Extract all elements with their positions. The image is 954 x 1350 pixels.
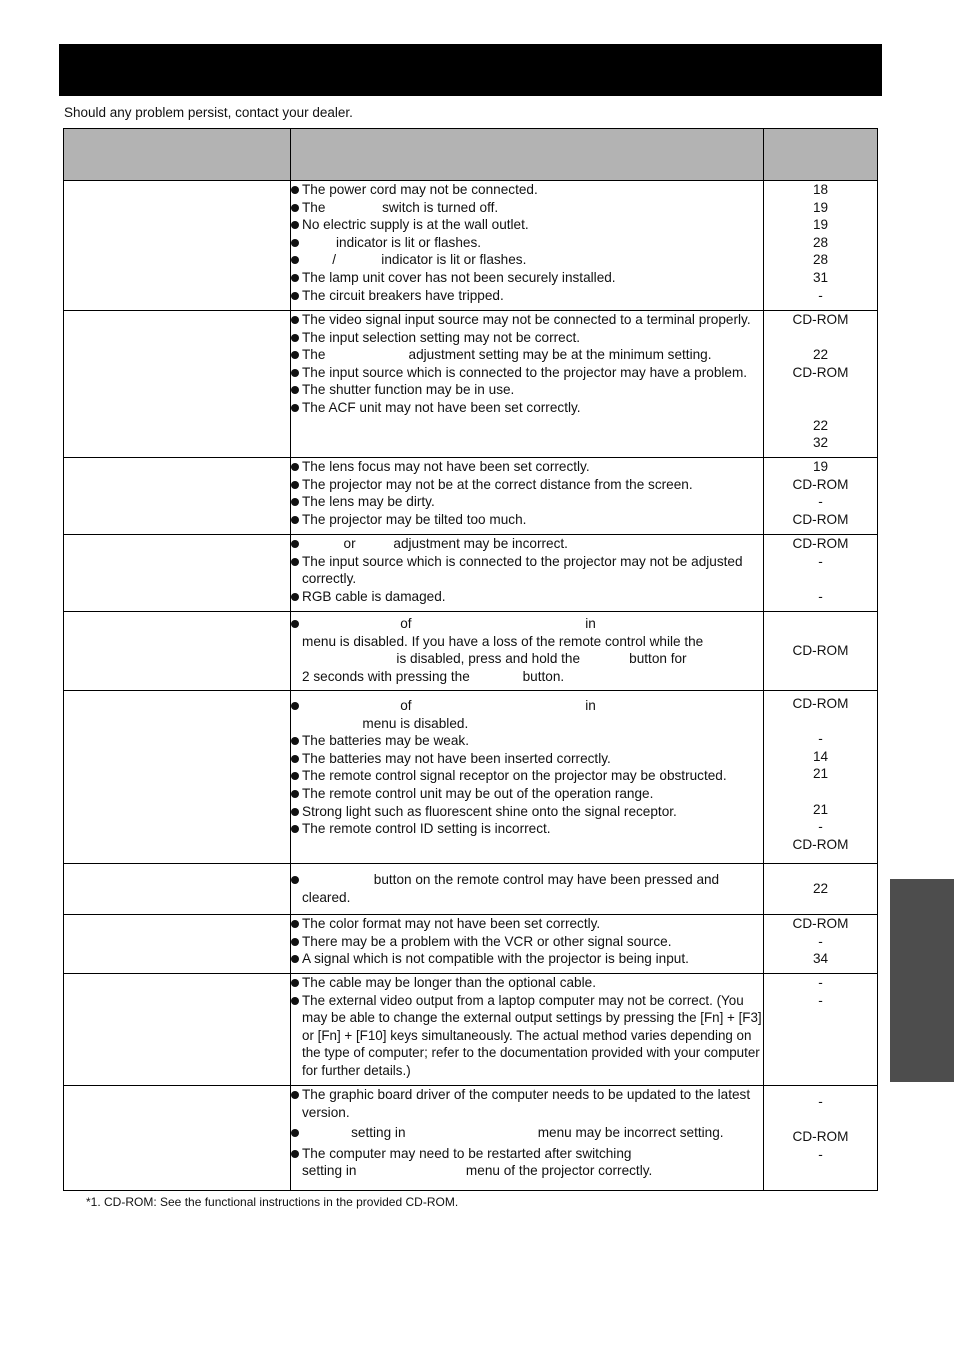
causes-cell xyxy=(291,691,764,864)
list-item: The external video output from a laptop computer may not be correct. (You may be able to change the external output settings by pressing the [Fn] + [F3] or [Fn] + [F10] keys simultaneously. The actual method varies depending on the type of computer; refer to the documentation provided with your computer for further details.) xyxy=(291,992,763,1080)
page-ref: CD-ROM xyxy=(792,836,849,852)
causes-cell xyxy=(291,535,764,612)
list-item: / indicator is lit or flashes. xyxy=(291,251,763,269)
list-item: Strong light such as fluorescent shine onto the signal receptor. xyxy=(291,803,763,821)
page-ref: 19 xyxy=(812,217,829,233)
section-title-bar xyxy=(59,44,882,96)
bullet-icon xyxy=(291,540,299,548)
bullet-icon xyxy=(291,221,299,229)
page-ref: 21 xyxy=(812,766,829,782)
list-item: or adjustment may be incorrect. xyxy=(291,535,763,553)
page-ref: CD-ROM xyxy=(792,364,849,380)
list-item-continued: menu is disabled. If you have a loss of the remote control while the xyxy=(302,633,704,649)
list-item: The lamp unit cover has not been securely installed. xyxy=(291,269,763,287)
page-ref: - xyxy=(818,1094,823,1109)
page-ref: 28 xyxy=(812,234,829,250)
page-ref xyxy=(764,1111,877,1129)
bullet-icon xyxy=(291,979,299,987)
bullet-icon xyxy=(291,737,299,745)
list-item: No electric supply is at the wall outlet. xyxy=(291,216,763,234)
list-item: The remote control signal receptor on the projector may be obstructed. xyxy=(291,767,763,785)
bullet-icon xyxy=(291,334,299,342)
list-item: The ACF unit may not have been set correctly. xyxy=(291,399,763,417)
page-ref: 19 xyxy=(812,199,829,215)
problem-cell xyxy=(64,458,291,535)
list-item: The shutter function may be in use. xyxy=(291,381,763,399)
list-item: The batteries may not have been inserted correctly. xyxy=(291,750,763,768)
causes-cell xyxy=(291,458,764,535)
bullet-icon xyxy=(291,790,299,798)
header-cause xyxy=(291,129,764,181)
bullet-icon xyxy=(291,369,299,377)
bullet-icon xyxy=(291,558,299,566)
table-row xyxy=(64,915,878,974)
page-ref: - xyxy=(818,992,823,1008)
bullet-icon xyxy=(291,876,299,884)
list-item: The input source which is connected to the projector may not be adjusted correctly. xyxy=(291,553,763,588)
troubleshooting-table xyxy=(63,128,878,1191)
bullet-icon xyxy=(291,498,299,506)
table-row xyxy=(64,311,878,458)
page-ref: 28 xyxy=(812,252,829,268)
problem-cell xyxy=(64,311,291,458)
bullet-icon xyxy=(291,593,299,601)
page-ref: - xyxy=(818,975,823,990)
bullet-icon xyxy=(291,351,299,359)
page-ref: - xyxy=(818,731,823,747)
page-ref xyxy=(764,381,877,399)
problem-cell xyxy=(64,691,291,864)
page-ref: CD-ROM xyxy=(792,476,849,492)
bullet-icon xyxy=(291,274,299,282)
table-row xyxy=(64,458,878,535)
bullet-icon xyxy=(291,316,299,324)
page-ref: 21 xyxy=(812,801,829,817)
bullet-icon xyxy=(291,292,299,300)
causes-cell xyxy=(291,612,764,691)
list-item: The adjustment setting may be at the minimum setting. xyxy=(291,346,763,364)
page-ref xyxy=(764,329,877,347)
page-ref: CD-ROM xyxy=(792,511,849,527)
problem-cell xyxy=(64,535,291,612)
list-item: There may be a problem with the VCR or other signal source. xyxy=(291,933,763,951)
causes-cell xyxy=(291,915,764,974)
list-item: The input source which is connected to the projector may have a problem. xyxy=(291,364,763,382)
page-ref: 22 xyxy=(812,881,829,897)
bullet-icon xyxy=(291,404,299,412)
table-header-row xyxy=(64,129,878,181)
page-ref: 14 xyxy=(812,748,829,764)
bullet-icon xyxy=(291,1091,299,1099)
list-item: The batteries may be weak. xyxy=(291,732,763,750)
list-item: indicator is lit or flashes. xyxy=(291,234,763,252)
bullet-icon xyxy=(291,772,299,780)
table-row xyxy=(64,974,878,1086)
page-ref: 22 xyxy=(812,417,829,433)
page-cell xyxy=(764,181,878,311)
list-item: The lens focus may not have been set correctly. xyxy=(291,458,763,476)
list-item: button on the remote control may have been pressed and cleared. xyxy=(291,871,763,906)
list-item: The graphic board driver of the computer needs to be updated to the latest version. xyxy=(291,1086,763,1121)
table-row xyxy=(64,612,878,691)
bullet-icon xyxy=(291,204,299,212)
page-cell xyxy=(764,1086,878,1191)
list-item: RGB cable is damaged. xyxy=(291,588,763,606)
list-item: The lens may be dirty. xyxy=(291,493,763,511)
page-ref: - xyxy=(818,494,823,510)
bullet-icon xyxy=(291,1129,299,1137)
page-ref: CD-ROM xyxy=(792,312,849,327)
page-cell xyxy=(764,864,878,915)
list-item-continued: menu is disabled. xyxy=(302,715,469,731)
list-item: The video signal input source may not be connected to a terminal properly. xyxy=(291,311,763,329)
bullet-icon xyxy=(291,481,299,489)
list-item: The switch is turned off. xyxy=(291,199,763,217)
page-ref: 31 xyxy=(812,269,829,285)
page-ref: CD-ROM xyxy=(792,643,849,659)
bullet-icon xyxy=(291,755,299,763)
list-item: The projector may not be at the correct distance from the screen. xyxy=(291,476,763,494)
page-ref: - xyxy=(818,819,823,835)
bullet-icon xyxy=(291,920,299,928)
page-ref xyxy=(764,570,877,588)
footnote: *1. CD-ROM: See the functional instructions in the provided CD-ROM. xyxy=(86,1195,459,1209)
page-cell xyxy=(764,535,878,612)
list-item: The power cord may not be connected. xyxy=(291,181,763,199)
causes-cell xyxy=(291,181,764,311)
bullet-icon xyxy=(291,516,299,524)
bullet-icon xyxy=(291,955,299,963)
list-item: The color format may not have been set correctly. xyxy=(291,915,763,933)
table-row xyxy=(64,1086,878,1191)
bullet-icon xyxy=(291,938,299,946)
list-item: The input selection setting may not be correct. xyxy=(291,329,763,347)
causes-cell xyxy=(291,1086,764,1191)
list-item: The computer may need to be restarted after switching xyxy=(291,1145,763,1163)
page-cell xyxy=(764,612,878,691)
causes-cell xyxy=(291,974,764,1086)
bullet-icon xyxy=(291,1150,299,1158)
side-section-tab xyxy=(890,879,954,1082)
page-ref: CD-ROM xyxy=(792,696,849,711)
page-ref: - xyxy=(818,553,823,569)
list-item-continued: is disabled, press and hold the button for xyxy=(302,651,687,667)
header-page xyxy=(764,129,878,181)
bullet-icon xyxy=(291,997,299,1005)
page-ref: - xyxy=(818,287,823,303)
problem-cell xyxy=(64,612,291,691)
list-item: setting in menu may be incorrect setting. xyxy=(291,1124,763,1142)
page-ref: 19 xyxy=(812,459,829,474)
causes-cell xyxy=(291,311,764,458)
page-ref: - xyxy=(818,933,823,949)
bullet-icon xyxy=(291,702,299,710)
page-cell xyxy=(764,458,878,535)
list-item: The remote control unit may be out of the operation range. xyxy=(291,785,763,803)
list-item: The remote control ID setting is incorrect. xyxy=(291,820,763,838)
problem-cell xyxy=(64,974,291,1086)
page-ref: CD-ROM xyxy=(792,1129,849,1145)
intro-text: Should any problem persist, contact your dealer. xyxy=(64,105,353,120)
page-ref: 34 xyxy=(812,951,829,967)
page-ref: CD-ROM xyxy=(792,916,849,931)
list-item-continued: 2 seconds with pressing the button. xyxy=(302,668,565,684)
page-cell xyxy=(764,974,878,1086)
list-item: of in xyxy=(291,615,763,633)
bullet-icon xyxy=(291,463,299,471)
bullet-icon xyxy=(291,808,299,816)
list-item: The circuit breakers have tripped. xyxy=(291,287,763,305)
page-cell xyxy=(764,915,878,974)
list-item: of in xyxy=(291,697,763,715)
list-item: The cable may be longer than the optional cable. xyxy=(291,974,763,992)
page-ref: - xyxy=(818,588,823,604)
table-row xyxy=(64,181,878,311)
bullet-icon xyxy=(291,825,299,833)
causes-cell xyxy=(291,864,764,915)
page-ref xyxy=(764,783,877,801)
page-ref xyxy=(764,399,877,417)
list-item-continued: setting in menu of the projector correctly. xyxy=(302,1163,653,1179)
table-row xyxy=(64,535,878,612)
list-item: A signal which is not compatible with the projector is being input. xyxy=(291,950,763,968)
page-ref: 22 xyxy=(812,347,829,363)
problem-cell xyxy=(64,864,291,915)
list-item: The projector may be tilted too much. xyxy=(291,511,763,529)
bullet-icon xyxy=(291,256,299,264)
page-ref: 32 xyxy=(812,435,829,451)
page-ref: CD-ROM xyxy=(792,536,849,551)
page-ref: - xyxy=(818,1146,823,1162)
header-problem xyxy=(64,129,291,181)
page-ref: 18 xyxy=(812,182,829,197)
problem-cell xyxy=(64,181,291,311)
bullet-icon xyxy=(291,386,299,394)
bullet-icon xyxy=(291,239,299,247)
table-row xyxy=(64,864,878,915)
problem-cell xyxy=(64,915,291,974)
bullet-icon xyxy=(291,620,299,628)
page-cell xyxy=(764,691,878,864)
bullet-icon xyxy=(291,186,299,194)
problem-cell xyxy=(64,1086,291,1191)
page-cell xyxy=(764,311,878,458)
page-ref xyxy=(764,713,877,731)
table-row xyxy=(64,691,878,864)
